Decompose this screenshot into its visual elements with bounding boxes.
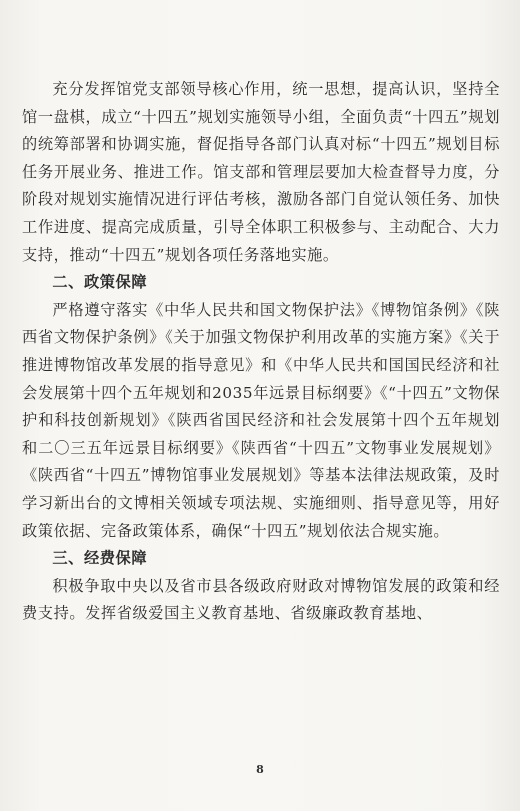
- document-body: [22, 76, 500, 628]
- heading-funding-guarantee: 三、经费保障: [52, 549, 148, 568]
- paragraph-funding: 积极争取中央以及省市县各级政府财政对博物馆发展的政策和经费支持。发挥省级爱国主义教育基地、省级廉政教育基地、: [22, 576, 500, 623]
- paragraph-policy: 严格遵守落实《中华人民共和国文物保护法》《博物馆条例》《陕西省文物保护条例》《关于加强文物保护利用改革的实施方案》《关于推进博物馆改革发展的指导意见》和《中华人民共和国国民经济和社会发展第十四个五年规划和2035年远景目标纲要》《“十四五”文物保护和科技创新规划》《陕西省国民经济和社会发展第十四个五年规划和二〇三五年远景目标纲要》《陕西省“十四五”文物事业发展规划》《陕西省“十四五”博物馆事业发展规划》等基本法律法规政策，及时学习新出台的文博相关领域专项法规、实施细则、指导意见等，用好政策依据、完备政策体系，确保“十四五”规划依法合规实施。: [22, 300, 500, 540]
- heading-policy-guarantee: 二、政策保障: [52, 273, 148, 292]
- page-number: 8: [256, 763, 264, 776]
- paragraph-leadership: 充分发挥馆党支部领导核心作用，统一思想，提高认识，坚持全馆一盘棋，成立“十四五”规划实施领导小组，全面负责“十四五”规划的统筹部署和协调实施，督促指导各部门认真对标“十四五”规划目标任务开展业务、推进工作。馆支部和管理层要加大检查督导力度，分阶段对规划实施情况进行评估考核，激励各部门自觉认领任务、加快工作进度、提高完成质量，引导全体职工积极参与、主动配合、大力支持，推动“十四五”规划各项任务落地实施。: [22, 80, 500, 264]
